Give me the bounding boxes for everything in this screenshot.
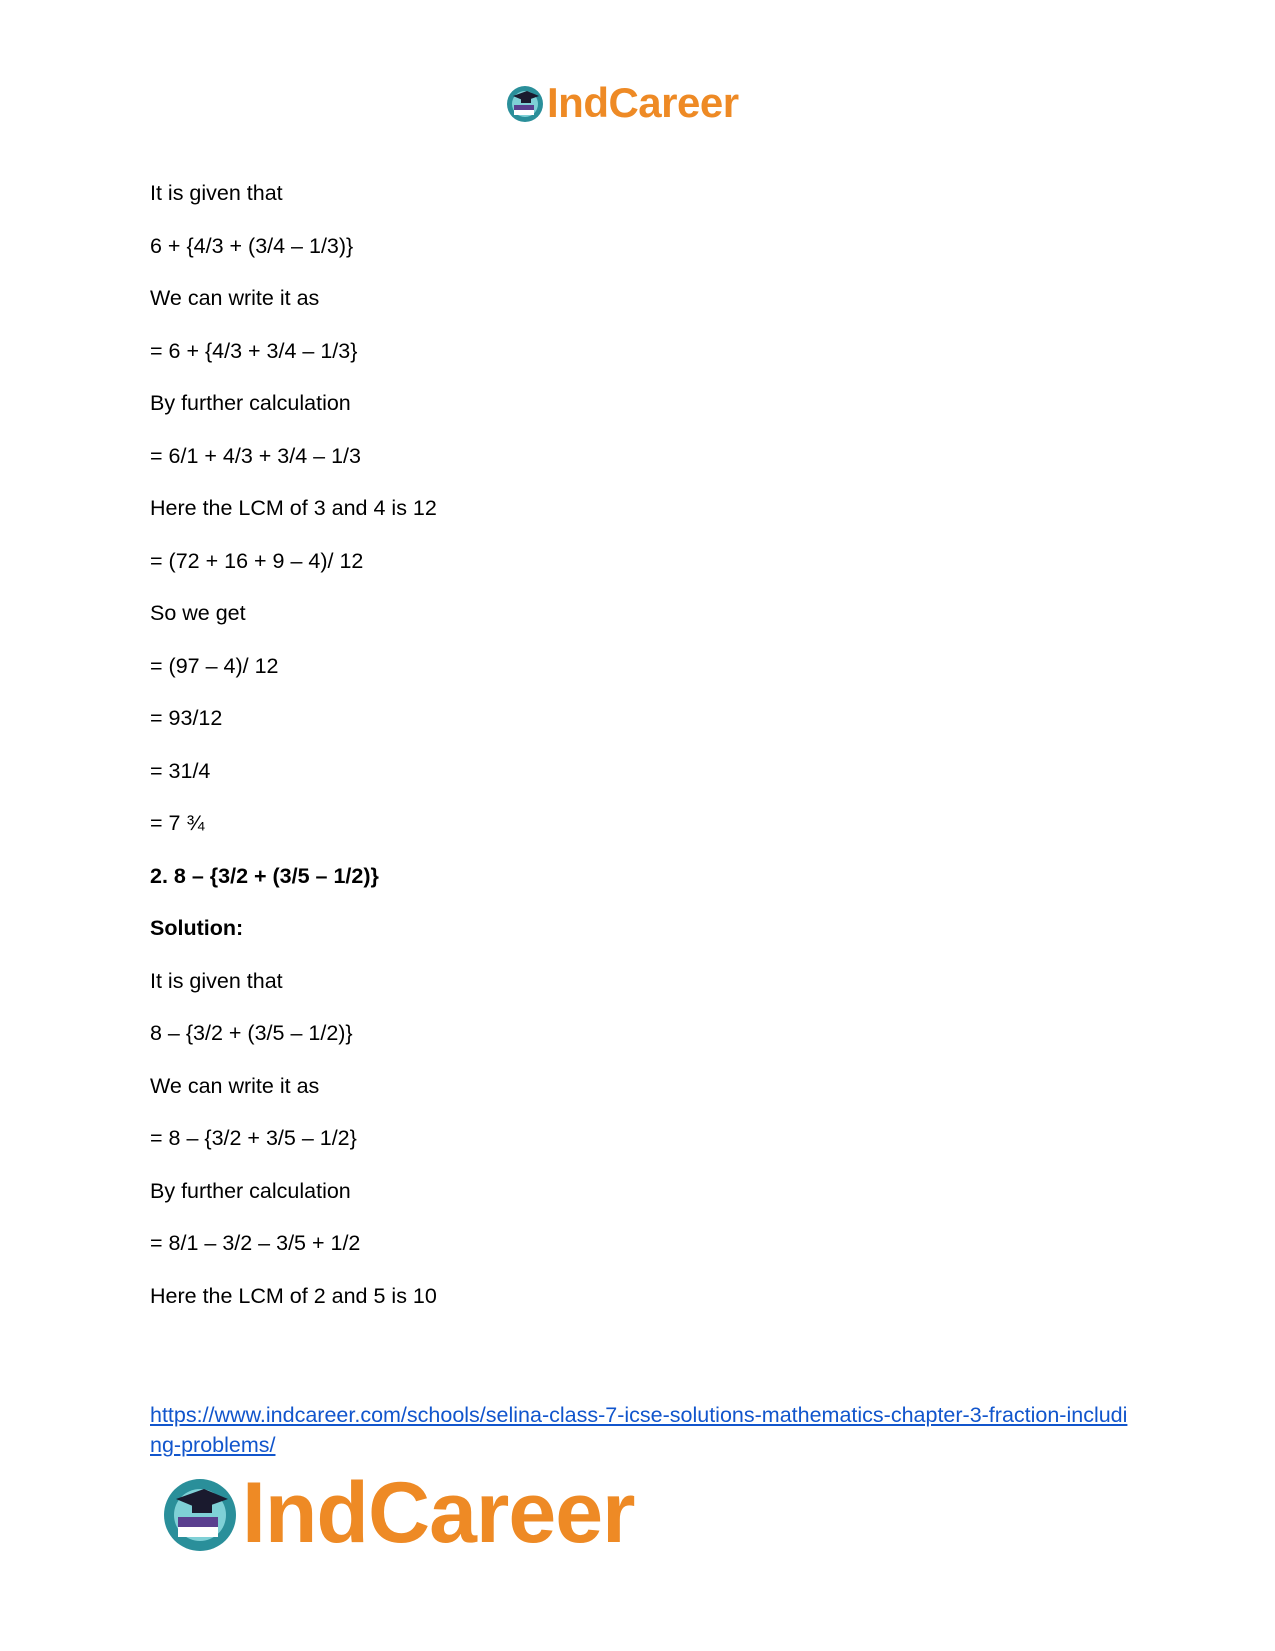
- header-logo: [505, 78, 739, 128]
- text-line: = 31/4: [150, 758, 211, 783]
- text-line: So we get: [150, 601, 246, 625]
- source-link[interactable]: https://www.indcareer.com/schools/selina-class-7-icse-solutions-mathematics-chapter-3-fraction-including-problems/: [150, 1403, 1128, 1457]
- text-line: = 8/1 – 3/2 – 3/5 + 1/2: [150, 1231, 361, 1255]
- logo-text: IndCareer: [547, 79, 739, 126]
- footer-logo: [160, 1465, 635, 1561]
- text-line: 6 + {4/3 + (3/4 – 1/3)}: [150, 233, 354, 258]
- text-line: = 6/1 + 4/3 + 3/4 – 1/3: [150, 443, 361, 468]
- text-line: It is given that: [150, 181, 283, 205]
- text-line: It is given that: [150, 968, 283, 993]
- text-line: 8 – {3/2 + (3/5 – 1/2)}: [150, 1021, 353, 1045]
- text-line: = 93/12: [150, 706, 223, 730]
- text-line: By further calculation: [150, 391, 351, 415]
- text-line: Here the LCM of 2 and 5 is 10: [150, 1283, 437, 1308]
- text-line: We can write it as: [150, 286, 320, 310]
- text-line: = 7 ¾: [150, 811, 205, 835]
- heading-line: 2. 8 – {3/2 + (3/5 – 1/2)}: [150, 863, 379, 888]
- text-line: = (72 + 16 + 9 – 4)/ 12: [150, 548, 364, 573]
- text-line: Here the LCM of 3 and 4 is 12: [150, 496, 437, 520]
- text-line: = 8 – {3/2 + 3/5 – 1/2}: [150, 1126, 357, 1150]
- text-line: = (97 – 4)/ 12: [150, 653, 279, 678]
- heading-line: Solution:: [150, 916, 244, 940]
- graduation-book-icon: [505, 83, 545, 123]
- logo-text: IndCareer: [242, 1465, 635, 1561]
- text-line: We can write it as: [150, 1073, 320, 1098]
- text-line: = 6 + {4/3 + 3/4 – 1/3}: [150, 338, 358, 363]
- graduation-book-icon: [160, 1473, 240, 1553]
- text-line: By further calculation: [150, 1178, 351, 1203]
